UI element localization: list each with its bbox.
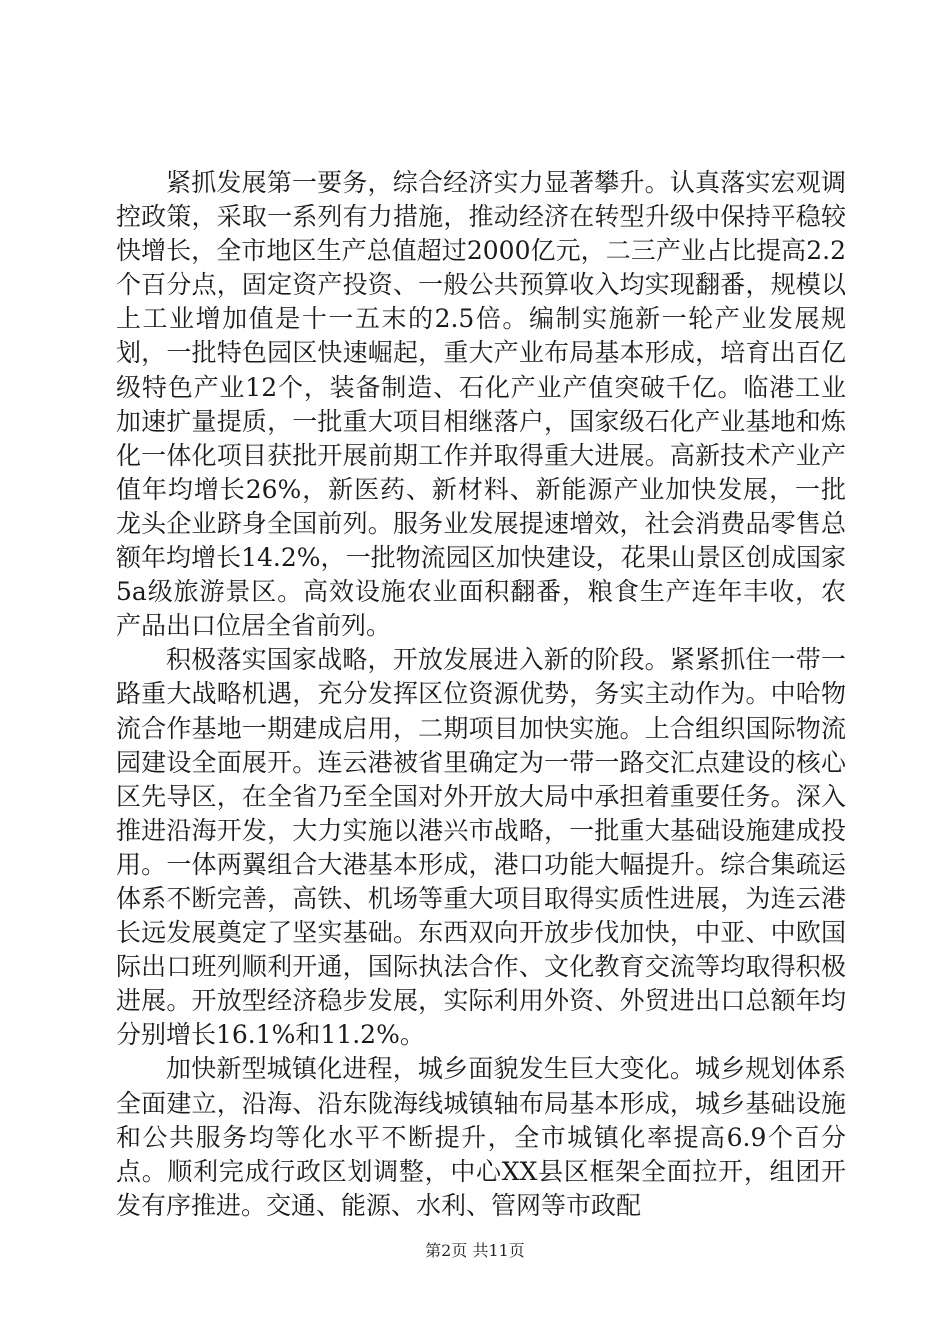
- page-footer: 第2页 共11页: [425, 1241, 525, 1260]
- paragraph-urbanization: 加快新型城镇化进程，城乡面貌发生巨大变化。城乡规划体系全面建立，沿海、沿东陇海线城镇轴布局基本形成，城乡基础设施和公共服务均等化水平不断提升，全市城镇化率提高6.9个百分点。顺利完成行政区划调整，中心XX县区框架全面拉开，组团开发有序推进。交通、能源、水利、管网等市政配: [116, 1054, 846, 1220]
- paragraph-opening-up: 积极落实国家战略，开放发展进入新的阶段。紧紧抓住一带一路重大战略机遇，充分发挥区位资源优势，务实主动作为。中哈物流合作基地一期建成启用，二期项目加快实施。上合组织国际物流园建设全面展开。连云港被省里确定为一带一路交汇点建设的核心区先导区，在全省乃至全国对外开放大局中承担着重要任务。深入推进沿海开发，大力实施以港兴市战略，一批重大基础设施建成投用。一体两翼组合大港基本形成，港口功能大幅提升。综合集疏运体系不断完善，高铁、机场等重大项目取得实质性进展，为连云港长远发展奠定了坚实基础。东西双向开放步伐加快，中亚、中欧国际出口班列顺利开通，国际执法合作、文化教育交流等均取得积极进展。开放型经济稳步发展，实际利用外资、外贸进出口总额年均分别增长16.1%和11.2%。: [116, 645, 846, 1050]
- document-body: [116, 166, 846, 1223]
- paragraph-economy: 紧抓发展第一要务，综合经济实力显著攀升。认真落实宏观调控政策，采取一系列有力措施，推动经济在转型升级中保持平稳较快增长，全市地区生产总值超过2000亿元，二三产业占比提高2.2个百分点，固定资产投资、一般公共预算收入均实现翻番，规模以上工业增加值是十一五末的2.5倍。编制实施新一轮产业发展规划，一批特色园区快速崛起，重大产业布局基本形成，培育出百亿级特色产业12个，装备制造、石化产业产值突破千亿。临港工业加速扩量提质，一批重大项目相继落户，国家级石化产业基地和炼化一体化项目获批开展前期工作并取得重大进展。高新技术产业产值年均增长26%，新医药、新材料、新能源产业加快发展，一批龙头企业跻身全国前列。服务业发展提速增效，社会消费品零售总额年均增长14.2%，一批物流园区加快建设，花果山景区创成国家5a级旅游景区。高效设施农业面积翻番，粮食生产连年丰收，农产品出口位居全省前列。: [116, 168, 846, 641]
